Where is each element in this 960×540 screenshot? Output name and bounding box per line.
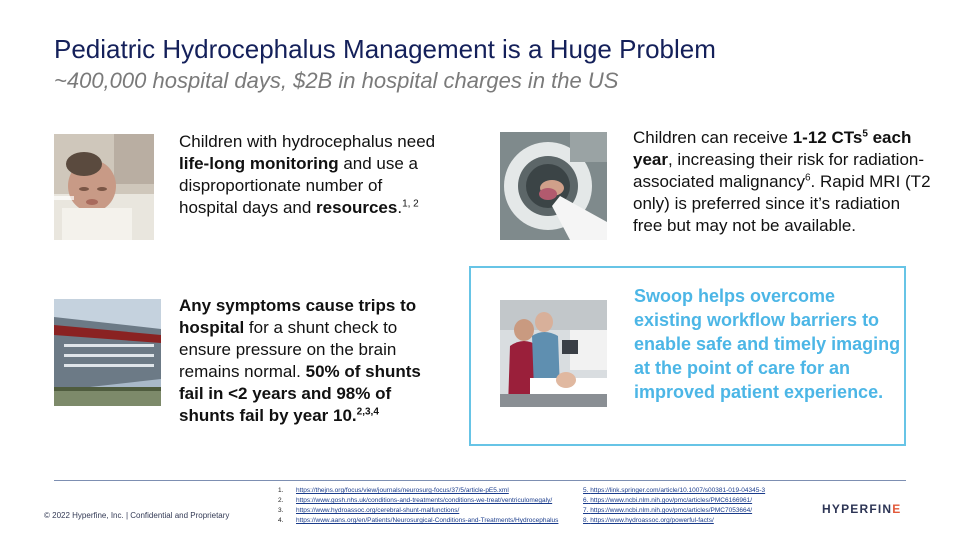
infant-photo [54,134,154,240]
references-left [278,486,558,526]
reference-item[interactable] [583,516,765,526]
reference-item[interactable] [583,496,765,506]
reference-item: 2. https://www.gosh.nhs.uk/conditions-and-treatments/conditions-we-treat/ventriculomegaly/ [278,497,553,504]
hyperfine-logo: HYPERFINE [822,502,902,516]
symptoms-text: Any symptoms cause trips to hospital for a shunt check to ensure pressure on the brain remains normal. 50% of shunts fail in <2 years and 98% of shunts fail by year 10.$^{2,3,4}$ [179,296,421,425]
references-right [583,486,765,526]
footer-divider [54,480,906,481]
reference-link[interactable]: 7. https://www.ncbi.nlm.nih.gov/pmc/articles/PMC7053664/ [583,507,753,514]
reference-item: 4. https://www.aans.org/en/Patients/Neurosurgical-Conditions-and-Treatments/Hydrocephalus [278,517,559,524]
ct-text: Children can receive 1-12 CTs$^5$ each year, increasing their risk for radiation-associated malignancy$^6$. Rapid MRI (T2 only) is preferred since it’s radiation free but may not be available. [633,128,931,235]
citation-marker: 1, 2 [402,198,419,210]
ct-scanner-photo [500,132,607,240]
copyright-text: © 2022 Hyperfine, Inc. | Confidential and Proprietary [44,511,230,520]
swoop-callout-text: Swoop helps overcome existing workflow barriers to enable safe and timely imaging at the point of care for an improved patient experience. [634,286,901,402]
reference-link[interactable]: https://www.aans.org/en/Patients/Neurosurgical-Conditions-and-Treatments/Hydrocephalus [296,517,559,524]
reference-link[interactable]: 6. https://www.ncbi.nlm.nih.gov/pmc/articles/PMC6166961/ [583,497,753,504]
reference-link[interactable]: https://www.hydroassoc.org/cerebral-shunt-malfunctions/ [296,507,460,514]
reference-item[interactable] [583,486,765,496]
reference-link[interactable]: 5. https://link.springer.com/article/10.1007/s00381-019-04345-3 [583,487,766,494]
swoop-callout [469,266,906,446]
reference-link[interactable]: https://thejns.org/focus/view/journals/neurosurg-focus/37/5/article-pE5.xml [296,487,509,494]
citation-marker: 5 [862,128,868,140]
reference-item[interactable] [583,506,765,516]
hospital-building-photo [54,299,161,406]
slide-subtitle: ~400,000 hospital days, $2B in hospital charges in the US [54,68,619,93]
reference-item: 3. https://www.hydroassoc.org/cerebral-shunt-malfunctions/ [278,507,460,514]
citation-marker: 2,3,4 [356,406,379,418]
slide-title: Pediatric Hydrocephalus Management is a Huge Problem [54,34,716,64]
citation-marker: 6 [804,172,811,184]
reference-link[interactable]: https://www.gosh.nhs.uk/conditions-and-treatments/conditions-we-treat/ventriculomegaly/ [296,497,553,504]
reference-link[interactable]: 8. https://www.hydroassoc.org/powerful-facts/ [583,517,714,524]
reference-item: 1. https://thejns.org/focus/view/journals/neurosurg-focus/37/5/article-pE5.xml [278,487,509,494]
monitoring-text: Children with hydrocephalus need life-long monitoring and use a disproportionate number of hospital days and resources.$^{1, 2}$ [179,132,436,217]
bedside-mri-photo [500,300,607,407]
